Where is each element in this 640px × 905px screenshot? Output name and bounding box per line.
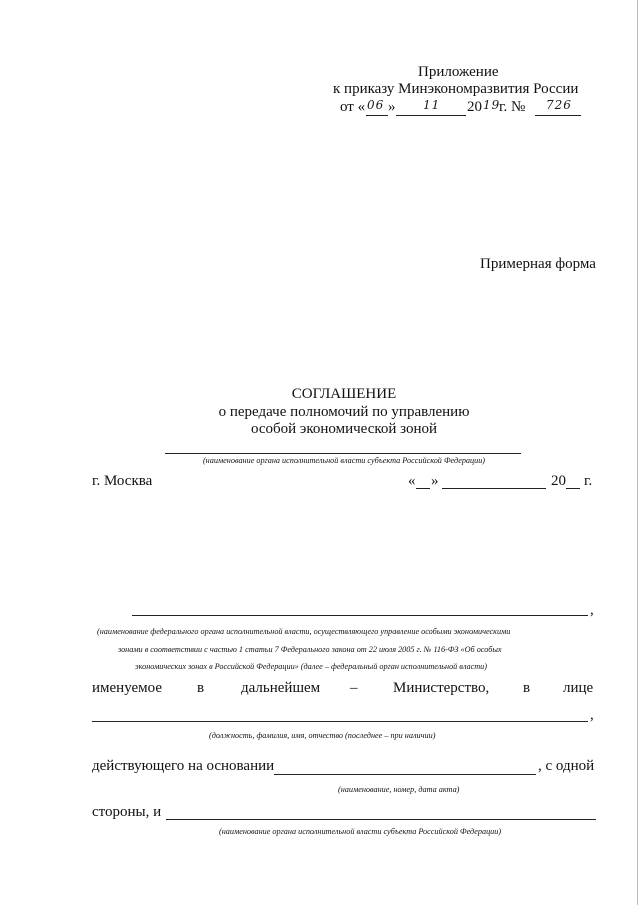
appendix-year-prefix: 20 — [467, 99, 482, 115]
appendix-number-label: г. № — [499, 99, 526, 115]
named-word-2: в — [197, 680, 205, 696]
agreement-subtitle-line2: особой экономической зоной — [250, 421, 438, 437]
basis-fill-line — [274, 774, 536, 775]
scan-frame-edge — [637, 0, 638, 905]
agreement-subtitle-line1: о передаче полномочий по управлению — [218, 404, 470, 420]
federal-body-comma: , — [590, 602, 594, 618]
appendix-title: Приложение — [418, 64, 499, 80]
appendix-number-handwritten: 726 — [546, 98, 572, 112]
named-word-1: именуемое — [92, 680, 162, 696]
named-word-4: – — [350, 680, 358, 696]
appendix-month-line — [396, 115, 466, 116]
date-year-line — [566, 488, 580, 489]
other-party-caption: (наименование органа исполнительной власти субъекта Российской Федерации) — [219, 827, 502, 836]
appendix-day-handwritten: 06 — [367, 98, 385, 112]
person-caption: (должность, фамилия, имя, отчество (последнее – при наличии) — [209, 731, 436, 740]
basis-caption: (наименование, номер, дата акта) — [338, 785, 460, 794]
form-label: Примерная форма — [480, 256, 596, 272]
federal-body-caption-3: экономических зонах в Российской Федерации» (далее – федеральный орган исполнительной власти) — [135, 662, 487, 671]
date-month-line — [442, 488, 546, 489]
federal-body-fill-line — [132, 615, 588, 616]
person-fill-line — [92, 721, 588, 722]
place-city: г. Москва — [92, 473, 153, 489]
named-word-5: Министерство, — [393, 680, 490, 696]
appendix-order-line: к приказу Минэкономразвития России — [333, 81, 579, 97]
federal-body-caption-2: зонами в соответствии с частью 1 статьи 7 Федерального закона от 22 июля 2005 г. № 116-ФЗ «Об особых — [118, 645, 502, 654]
date-year-suffix: г. — [584, 473, 593, 489]
basis-suffix: , с одной — [538, 758, 595, 774]
date-year-prefix: 20 — [551, 473, 566, 489]
other-party-fill-line — [166, 819, 596, 820]
appendix-day-line — [366, 115, 388, 116]
appendix-year-handwritten: 19 — [483, 98, 501, 112]
date-day-line — [416, 488, 430, 489]
agreement-title: СОГЛАШЕНИЕ — [291, 386, 397, 402]
heading-fill-line — [165, 453, 521, 454]
appendix-date-prefix: от « — [340, 99, 366, 115]
federal-body-caption-1: (наименование федерального органа исполнительной власти, осуществляющего управление особыми экономическими — [97, 627, 511, 636]
heading-caption: (наименование органа исполнительной власти субъекта Российской Федерации) — [202, 456, 486, 465]
named-word-6: в — [523, 680, 531, 696]
date-day-open-quote: « — [408, 473, 416, 489]
appendix-quote-close: » — [388, 99, 396, 115]
appendix-number-line — [535, 115, 581, 116]
basis-prefix: действующего на основании — [92, 758, 275, 774]
other-party-prefix: стороны, и — [92, 804, 162, 820]
date-day-close-quote: » — [431, 473, 439, 489]
named-word-7: лице — [563, 680, 594, 696]
person-comma: , — [590, 707, 594, 723]
named-word-3: дальнейшем — [241, 680, 321, 696]
appendix-month-handwritten: 11 — [423, 98, 441, 112]
